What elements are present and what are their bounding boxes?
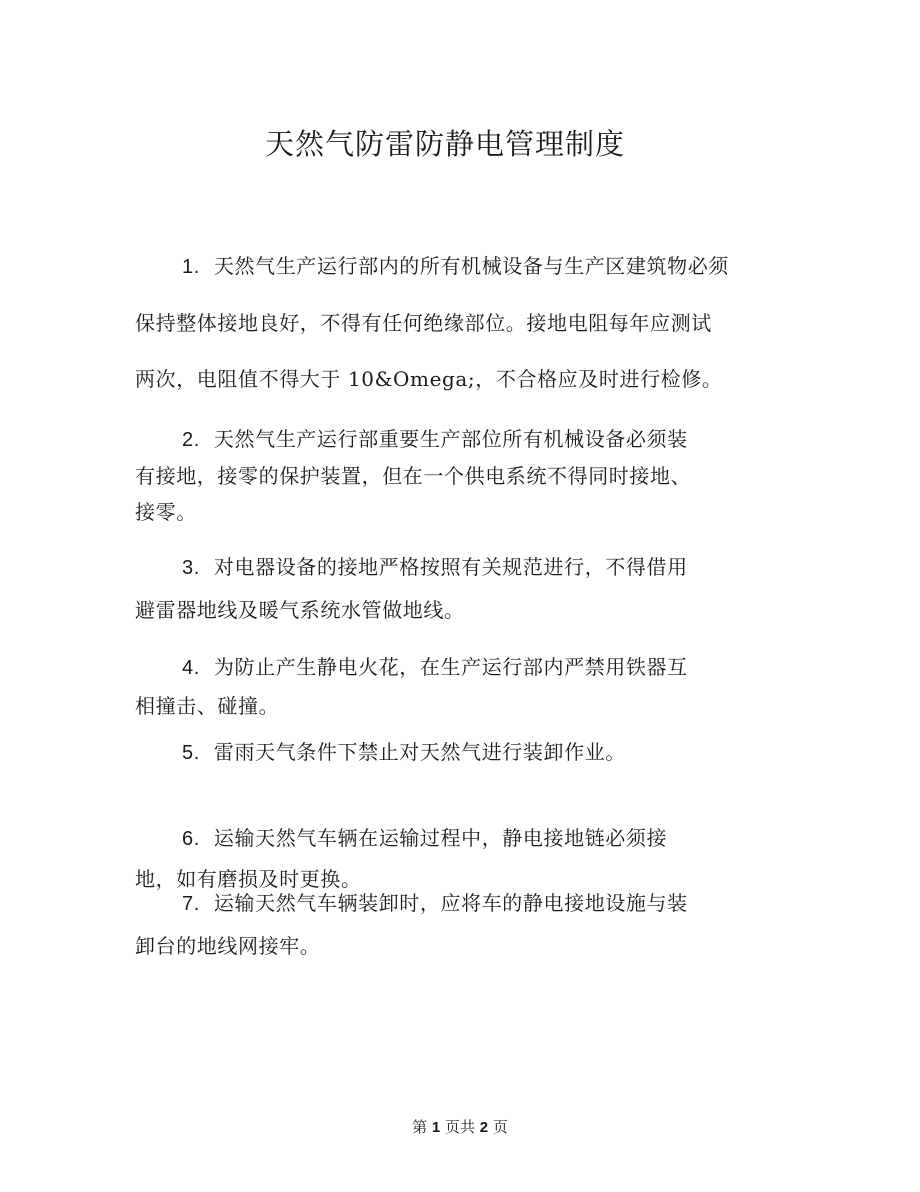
paragraph-line [135, 733, 626, 772]
paragraph-text: 运输天然气车辆装卸时，应将车的静电接地设施与装 [213, 891, 688, 915]
paragraph-line: 两次，电阻值不得大于 10&Omega;，不合格应及时进行检修。 [135, 367, 723, 391]
paragraph-2 [135, 421, 691, 530]
paragraph-text: 天然气生产运行部重要生产部位所有机械设备必须装 [213, 427, 688, 451]
paragraph-line [135, 818, 667, 859]
page-footer [0, 1117, 920, 1138]
footer-current-page: 1 [431, 1119, 441, 1136]
paragraph-line: 保持整体接地良好，不得有任何绝缘部位。接地电阻每年应测试 [135, 311, 712, 335]
paragraph-number: 3. [182, 557, 200, 579]
paragraph-text: 雷雨天气条件下禁止对天然气进行装卸作业。 [213, 740, 626, 764]
paragraph-text: 运输天然气车辆在运输过程中，静电接地链必须接 [213, 826, 668, 850]
paragraph-3 [135, 546, 688, 631]
paragraph-line [135, 546, 688, 589]
footer-middle: 页共 [444, 1118, 475, 1136]
paragraph-number: 6. [182, 828, 200, 850]
paragraph-line: 接零。 [135, 500, 197, 524]
footer-total-pages: 2 [479, 1119, 489, 1136]
paragraph-number: 5. [182, 742, 200, 764]
paragraph-1 [135, 238, 729, 407]
paragraph-5 [135, 733, 626, 772]
paragraph-line [135, 882, 688, 925]
paragraph-number: 7. [182, 893, 200, 915]
paragraph-4 [135, 648, 688, 725]
document-title: 天然气防雷防静电管理制度 [264, 127, 625, 161]
paragraph-number: 4. [182, 657, 200, 679]
paragraph-text: 对电器设备的接地严格按照有关规范进行，不得借用 [213, 555, 688, 579]
paragraph-number: 2. [182, 429, 200, 451]
paragraph-line [135, 648, 688, 687]
footer-prefix: 第 [412, 1118, 428, 1136]
paragraph-text: 天然气生产运行部内的所有机械设备与生产区建筑物必须 [213, 254, 729, 278]
paragraph-line [135, 421, 691, 458]
paragraph-line [135, 238, 729, 295]
paragraph-line: 相撞击、碰撞。 [135, 694, 280, 718]
paragraph-line: 有接地，接零的保护装置，但在一个供电系统不得同时接地、 [135, 464, 692, 488]
paragraph-number: 1. [182, 256, 200, 278]
paragraph-text: 为防止产生静电火花，在生产运行部内严禁用铁器互 [213, 655, 688, 679]
paragraph-line: 地，如有磨损及时更换。 [135, 867, 362, 891]
paragraph-line: 卸台的地线网接牢。 [135, 934, 321, 958]
paragraph-line: 避雷器地线及暖气系统水管做地线。 [135, 598, 465, 622]
paragraph-7 [135, 882, 688, 967]
footer-suffix: 页 [492, 1118, 508, 1136]
